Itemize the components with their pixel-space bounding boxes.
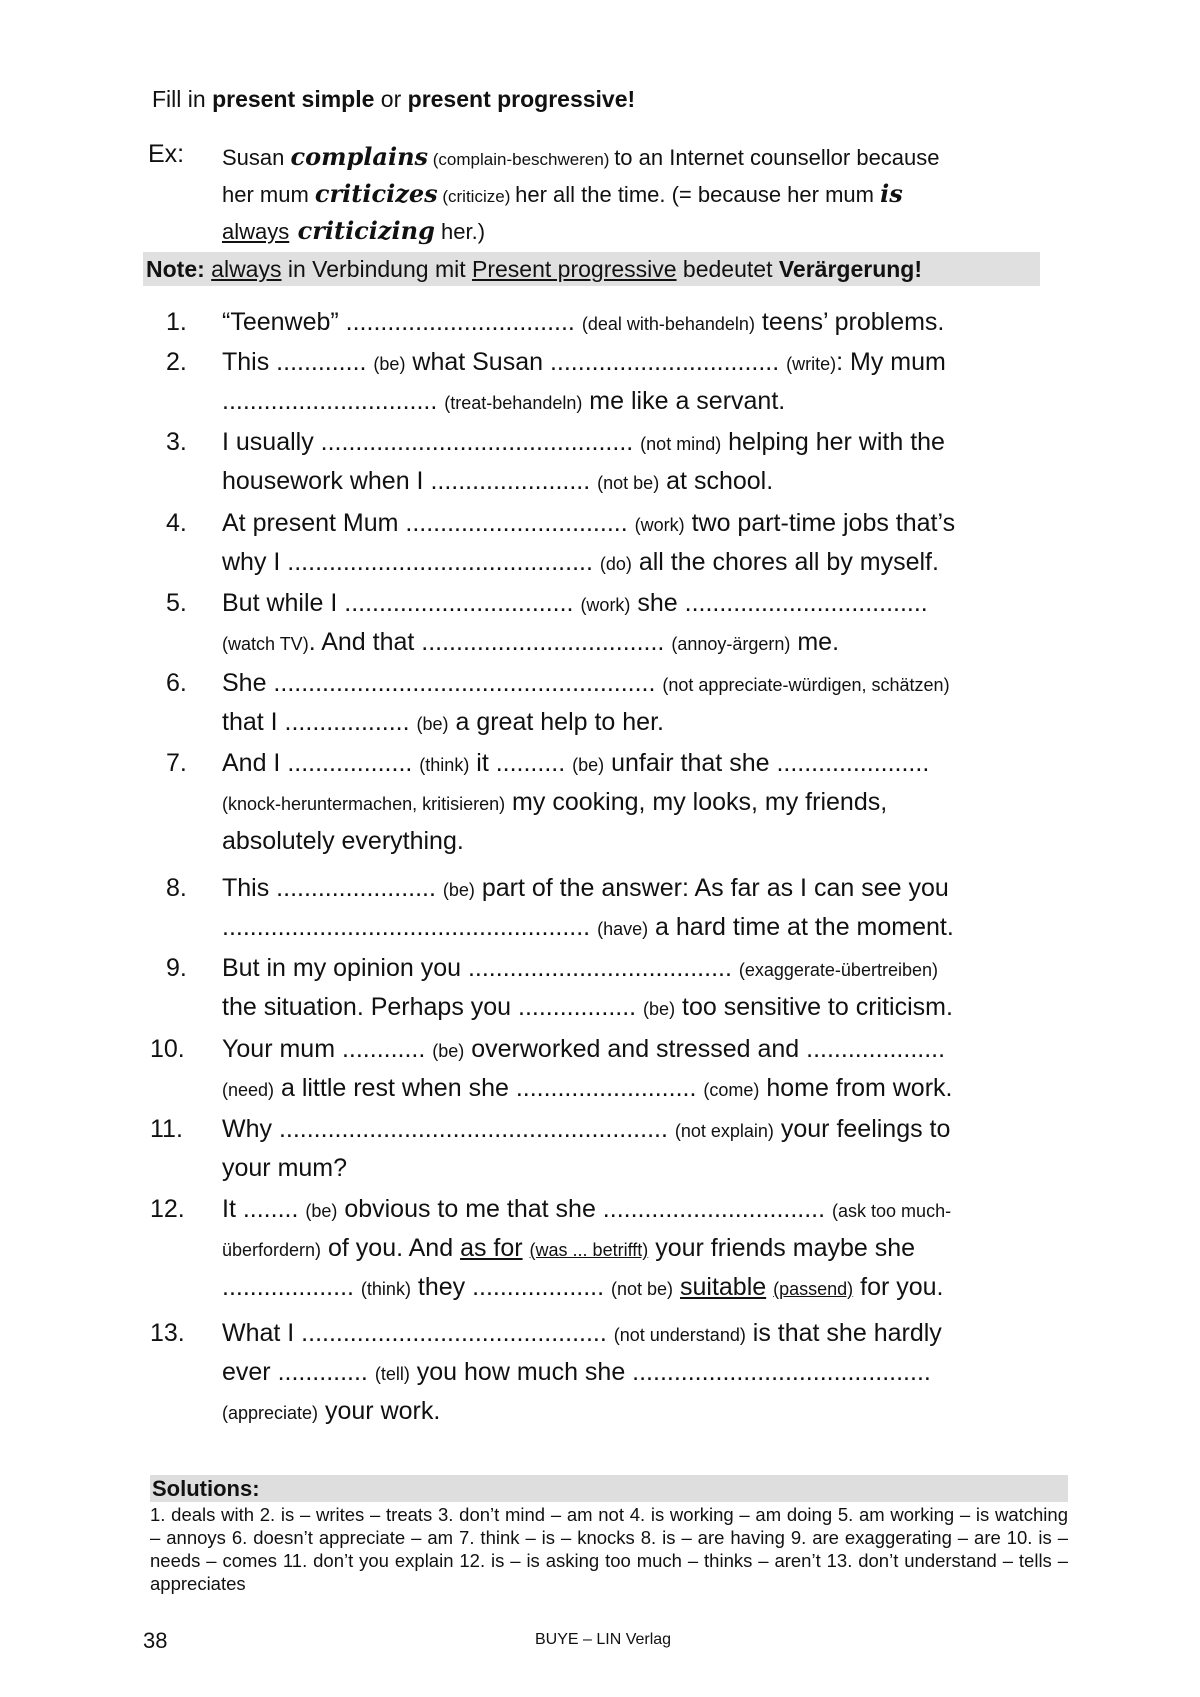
exercise-segment: it .......... (469, 749, 573, 777)
example-label: Ex: (148, 140, 185, 168)
verb-hint: (come) (703, 1080, 760, 1100)
exercise-segment: ............................... (222, 387, 445, 415)
solutions-heading: Solutions: (150, 1475, 1068, 1502)
verb-hint: (be) (432, 1041, 465, 1061)
exercise-segment: . And that ................................... (308, 628, 672, 656)
exercise-line (222, 909, 1060, 948)
exercise-segment: But in my opinion you ...................................... (222, 954, 739, 982)
exercise-line (222, 304, 1060, 343)
exercise-line (222, 1269, 1060, 1308)
exercise-segment: teens’ problems. (754, 308, 945, 336)
exercise-line (222, 1315, 1060, 1354)
verb-hint: (be) (416, 714, 449, 734)
verb-hint: (think) (419, 755, 470, 775)
exercise-number: 3. (166, 428, 187, 456)
example-line-3: always criticizing her.) (222, 216, 486, 245)
exercise-segment: But while I ................................. (222, 589, 581, 617)
exercise-number: 5. (166, 589, 187, 617)
exercise-segment: for you. (853, 1273, 944, 1301)
exercise-segment: “Teenweb” ................................. (222, 308, 582, 336)
verb-hint: (was ... betrifft) (529, 1240, 649, 1260)
exercise-line (222, 1230, 1060, 1269)
exercise-segment: of you. And (321, 1234, 461, 1262)
exercise-line (222, 1191, 1060, 1230)
exercise-segment: This ....................... (222, 874, 443, 902)
exercise-number: 6. (166, 669, 187, 697)
verb-hint: (work) (634, 515, 685, 535)
verb-hint: (think) (360, 1279, 411, 1299)
verb-hint: (be) (442, 880, 475, 900)
instruction-bold-1: present simple (212, 86, 375, 112)
exercise-segment: Why ........................................................ (222, 1115, 675, 1143)
exercise-text (222, 665, 1060, 743)
exercise-segment (523, 1234, 530, 1262)
exercise-line (222, 950, 1060, 989)
instruction-bold-2: present progressive! (407, 86, 636, 112)
exercise-number: 4. (166, 509, 187, 537)
exercise-segment: ................... (222, 1273, 361, 1301)
exercise-line (222, 344, 1060, 383)
exercise-number: 12. (150, 1195, 185, 1223)
exercise-line (222, 665, 1060, 704)
exercise-segment: the situation. Perhaps you ................. (222, 993, 644, 1021)
exercise-segment: At present Mum ................................ (222, 509, 635, 537)
verb-hint: (watch TV) (222, 634, 309, 654)
handwritten-answer: criticizing (289, 216, 435, 245)
exercise-segment: unfair that she ...................... (604, 749, 930, 777)
verb-hint: (appreciate) (222, 1403, 319, 1423)
exercise-number: 10. (150, 1035, 185, 1063)
verb-hint: (not be) (611, 1279, 674, 1299)
exercise-line (222, 704, 1060, 743)
exercise-segment: She ....................................................... (222, 669, 663, 697)
instruction (152, 86, 635, 113)
instruction-text-2: or (374, 86, 408, 112)
exercise-line (222, 383, 1060, 422)
handwritten-answer: is (880, 179, 903, 208)
exercise-line (222, 1111, 1060, 1150)
verb-hint: (annoy-ärgern) (671, 634, 791, 654)
exercise-text (222, 1315, 1060, 1432)
exercise-segment: she ................................... (630, 589, 928, 617)
exercise-number: 7. (166, 749, 187, 777)
verb-hint: (not mind) (640, 434, 722, 454)
example-line-1: Susan complains (complain-beschweren) to an Internet counsellor because (222, 142, 940, 171)
page-number: 38 (143, 1628, 168, 1653)
exercise-segment: suitable (680, 1273, 767, 1301)
exercise-number: 13. (150, 1319, 185, 1347)
exercise-segment: And I .................. (222, 749, 420, 777)
verb-hint: (be) (572, 755, 605, 775)
exercise-segment: It ........ (222, 1195, 306, 1223)
verb-hint: (need) (222, 1080, 275, 1100)
verb-hint: (not understand) (613, 1325, 746, 1345)
exercise-segment: overworked and stressed and .................... (464, 1035, 946, 1063)
exercise-segment: Your mum ............ (222, 1035, 433, 1063)
exercise-segment: is that she hardly (745, 1319, 942, 1347)
exercise-segment: a little rest when she .......................... (274, 1074, 704, 1102)
exercise-segment: absolutely everything. (222, 827, 464, 855)
exercise-line (222, 544, 1060, 583)
exercise-line (222, 1031, 1060, 1070)
verb-hint: (be) (305, 1201, 338, 1221)
exercise-segment: that I .................. (222, 708, 417, 736)
verb-hint: (not explain) (674, 1121, 774, 1141)
example-line-2: her mum criticizes (criticize) her all the time. (= because her mum is (222, 179, 903, 208)
example-body (222, 140, 1052, 249)
exercise-segment: your mum? (222, 1154, 348, 1182)
exercise-segment: too sensitive to criticism. (675, 993, 953, 1021)
exercise-segment: a hard time at the moment. (648, 913, 954, 941)
solutions-text: 1. deals with 2. is – writes – treats 3. don’t mind – am not 4. is working – am doing 5. am working – is watching – annoys 6. doesn’t appreciate – am 7. think – is – knocks 8. is – are having 9. are exaggerating – are 10. is – needs – comes 11. don’t you explain 12. is – is asking too much – thinks – aren’t 13. don’t understand – tells – appreciates (150, 1504, 1068, 1594)
exercise-text (222, 950, 1060, 1028)
exercise-text (222, 1031, 1060, 1109)
verb-hint: (not appreciate-würdigen, schätzen) (662, 675, 950, 695)
verb-hint: (do) (599, 554, 632, 574)
exercise-line (222, 1070, 1060, 1109)
exercise-segment: you how much she ........................................... (409, 1358, 931, 1386)
exercise-line (222, 585, 1060, 624)
exercise-number: 1. (166, 308, 187, 336)
exercise-segment: a great help to her. (448, 708, 664, 736)
exercise-text (222, 1111, 1060, 1187)
exercise-line (222, 784, 1060, 823)
exercise-text (222, 505, 1060, 583)
exercise-line (222, 870, 1060, 909)
note-label: Note: (146, 256, 205, 282)
exercise-text (222, 585, 1060, 663)
verb-hint: (be) (373, 354, 406, 374)
exercise-segment: your friends maybe she (648, 1234, 916, 1262)
exercise-number: 9. (166, 954, 187, 982)
exercise-segment: why I ............................................ (222, 548, 600, 576)
exercise-text (222, 745, 1060, 860)
verb-hint: (have) (597, 919, 649, 939)
exercise-text (222, 870, 1060, 948)
handwritten-answer: criticizes (314, 179, 438, 208)
exercise-segment: part of the answer: As far as I can see you (474, 874, 949, 902)
verb-hint: (deal with-behandeln) (581, 314, 755, 334)
exercise-segment: your work. (318, 1397, 441, 1425)
exercise-segment: What I ............................................ (222, 1319, 614, 1347)
exercise-segment: This ............. (222, 348, 374, 376)
exercise-line (222, 424, 1060, 463)
verb-hint: (knock-heruntermachen, kritisieren) (222, 794, 506, 814)
exercise-text (222, 1191, 1060, 1308)
exercise-line (222, 463, 1060, 502)
exercise-segment: obvious to me that she ................................ (337, 1195, 833, 1223)
handwritten-answer: complains (290, 142, 429, 171)
exercise-segment: me. (790, 628, 840, 656)
exercise-line (222, 1354, 1060, 1393)
exercise-segment: two part-time jobs that’s (684, 509, 956, 537)
exercise-segment: what Susan ................................. (405, 348, 787, 376)
exercise-segment: my cooking, my looks, my friends, (505, 788, 888, 816)
exercise-segment: me like a servant. (582, 387, 786, 415)
verb-hint: (treat-behandeln) (444, 393, 583, 413)
exercise-line (222, 1150, 1060, 1187)
exercise-segment: home from work. (759, 1074, 953, 1102)
exercise-number: 11. (150, 1115, 183, 1143)
exercise-line (222, 1393, 1060, 1432)
exercise-segment: ..................................................... (222, 913, 598, 941)
exercise-segment: housework when I ....................... (222, 467, 598, 495)
verb-hint: (passend) (773, 1279, 854, 1299)
publisher: BUYE – LIN Verlag (535, 1631, 672, 1648)
exercise-segment: your feelings to (773, 1115, 951, 1143)
instruction-text: Fill in (152, 86, 213, 112)
verb-hint: (work) (580, 595, 631, 615)
exercise-segment: they ................... (410, 1273, 611, 1301)
exercise-segment: I usually ............................................. (222, 428, 641, 456)
exercise-text (222, 304, 1060, 343)
exercise-text (222, 344, 1060, 422)
verb-hint: (not be) (597, 473, 660, 493)
exercise-line (222, 624, 1060, 663)
exercise-number: 8. (166, 874, 187, 902)
exercise-segment: helping her with the (721, 428, 945, 456)
note-box: Note: always in Verbindung mit Present progressive bedeutet Verärgerung! (143, 252, 1040, 286)
verb-hint: (ask too much- (832, 1201, 952, 1221)
exercise-segment (673, 1273, 680, 1301)
exercise-segment: at school. (659, 467, 774, 495)
exercise-segment: ever ............. (222, 1358, 375, 1386)
exercise-number: 2. (166, 348, 187, 376)
verb-hint: überfordern) (222, 1240, 322, 1260)
exercise-segment: : My mum (836, 348, 946, 376)
verb-hint: (exaggerate-übertreiben) (738, 960, 938, 980)
exercise-line (222, 989, 1060, 1028)
exercise-segment: all the chores all by myself. (631, 548, 939, 576)
exercise-line (222, 505, 1060, 544)
verb-hint: (tell) (374, 1364, 410, 1384)
exercise-text (222, 424, 1060, 502)
exercise-line (222, 745, 1060, 784)
exercise-segment: as for (460, 1234, 523, 1262)
verb-hint: (write) (786, 354, 837, 374)
exercise-line (222, 823, 1060, 860)
verb-hint: (be) (643, 999, 676, 1019)
